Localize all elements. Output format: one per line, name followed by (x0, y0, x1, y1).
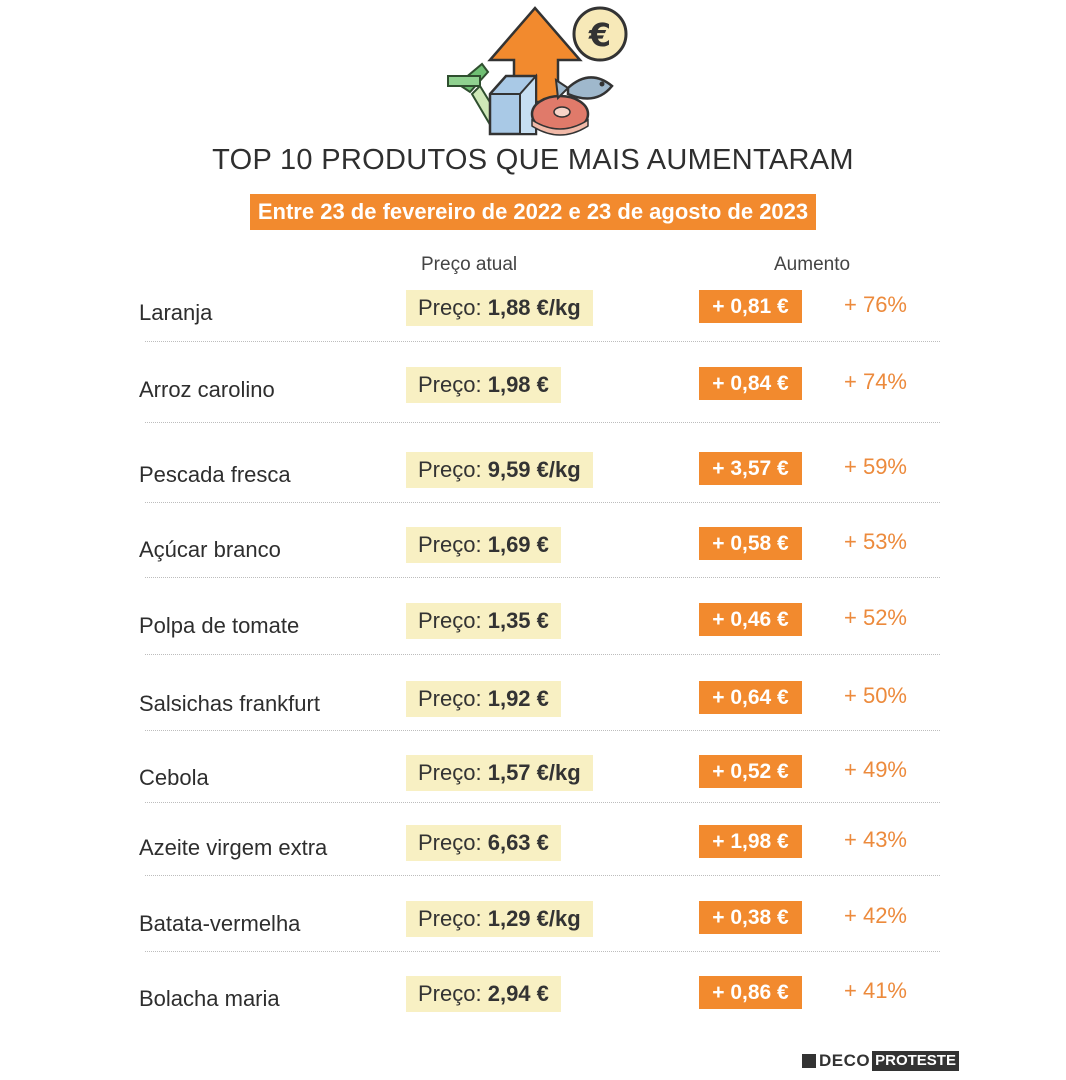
price-value: 1,29 €/kg (487, 906, 581, 931)
increase-value: + 0,81 € (699, 290, 802, 323)
price-cell (406, 825, 561, 861)
percent-value: + 41% (844, 978, 907, 1003)
product-name: Açúcar branco (139, 537, 281, 562)
price-value: 1,88 €/kg (487, 295, 581, 320)
price-cell (406, 527, 561, 563)
column-header-price: Preço atual (421, 254, 518, 275)
price-value: 1,92 € (487, 686, 549, 711)
product-name: Batata-vermelha (139, 911, 301, 936)
price-value: 6,63 € (487, 830, 549, 855)
price-prefix: Preço: (418, 295, 482, 320)
row-divider (145, 341, 940, 342)
percent-value: + 49% (844, 757, 907, 782)
row-divider (145, 875, 940, 876)
price-value: 1,69 € (487, 532, 549, 557)
table-row (0, 755, 1066, 805)
product-name: Azeite virgem extra (139, 835, 328, 860)
increase-value: + 0,64 € (699, 681, 802, 714)
price-prefix: Preço: (418, 686, 482, 711)
brand-logo (802, 1051, 959, 1071)
percent-value: + 50% (844, 683, 907, 708)
table-row (0, 681, 1066, 731)
increase-value: + 0,84 € (699, 367, 802, 400)
table-row (0, 901, 1066, 951)
product-name: Polpa de tomate (139, 613, 300, 638)
price-value: 1,57 €/kg (487, 760, 581, 785)
table-row (0, 825, 1066, 875)
product-name: Bolacha maria (139, 986, 280, 1011)
increase-value: + 0,46 € (699, 603, 802, 636)
table-row (0, 290, 1066, 340)
svg-text:€: € (588, 16, 612, 54)
column-header-increase: Aumento (774, 254, 851, 275)
product-name: Salsichas frankfurt (139, 691, 320, 716)
price-cell (406, 367, 561, 403)
chart-title: TOP 10 PRODUTOS QUE MAIS AUMENTARAM (212, 144, 854, 176)
percent-value: + 53% (844, 529, 907, 554)
product-name: Pescada fresca (139, 462, 291, 487)
price-prefix: Preço: (418, 457, 482, 482)
price-prefix: Preço: (418, 532, 482, 557)
increase-value: + 0,52 € (699, 755, 802, 788)
table-row (0, 527, 1066, 577)
euro-coin-icon (574, 8, 626, 60)
milk-carton-icon (490, 76, 536, 134)
percent-value: + 43% (844, 827, 907, 852)
price-value: 2,94 € (487, 981, 549, 1006)
price-value: 1,35 € (487, 608, 549, 633)
price-cell (406, 290, 593, 326)
product-name: Cebola (139, 765, 209, 790)
row-divider (145, 502, 940, 503)
price-prefix: Preço: (418, 981, 482, 1006)
percent-value: + 42% (844, 903, 907, 928)
table-row (0, 452, 1066, 502)
meat-icon (532, 96, 588, 135)
brand-suffix: PROTESTE (872, 1051, 959, 1071)
table-row (0, 367, 1066, 417)
price-cell (406, 976, 561, 1012)
row-divider (145, 577, 940, 578)
price-prefix: Preço: (418, 608, 482, 633)
row-divider (145, 654, 940, 655)
increase-value: + 0,86 € (699, 976, 802, 1009)
price-prefix: Preço: (418, 372, 482, 397)
row-divider (145, 730, 940, 731)
price-cell (406, 755, 593, 791)
price-prefix: Preço: (418, 906, 482, 931)
price-cell (406, 901, 593, 937)
price-prefix: Preço: (418, 760, 482, 785)
price-value: 9,59 €/kg (487, 457, 581, 482)
brand-mark-icon (802, 1054, 816, 1068)
increase-value: + 1,98 € (699, 825, 802, 858)
percent-value: + 76% (844, 292, 907, 317)
percent-value: + 59% (844, 454, 907, 479)
price-cell (406, 603, 561, 639)
groceries-price-rise-illustration (440, 2, 640, 140)
price-cell (406, 452, 593, 488)
row-divider (145, 422, 940, 423)
percent-value: + 74% (844, 369, 907, 394)
brand-name: DECO (819, 1051, 871, 1070)
increase-value: + 0,58 € (699, 527, 802, 560)
table-row (0, 976, 1066, 1026)
row-divider (145, 951, 940, 952)
chart-subtitle: Entre 23 de fevereiro de 2022 e 23 de agosto de 2023 (250, 194, 816, 230)
row-divider (145, 802, 940, 803)
product-name: Laranja (139, 300, 213, 325)
price-prefix: Preço: (418, 830, 482, 855)
increase-value: + 3,57 € (699, 452, 802, 485)
product-name: Arroz carolino (139, 377, 275, 402)
percent-value: + 52% (844, 605, 907, 630)
increase-value: + 0,38 € (699, 901, 802, 934)
price-cell (406, 681, 561, 717)
price-value: 1,98 € (487, 372, 549, 397)
table-row (0, 603, 1066, 653)
